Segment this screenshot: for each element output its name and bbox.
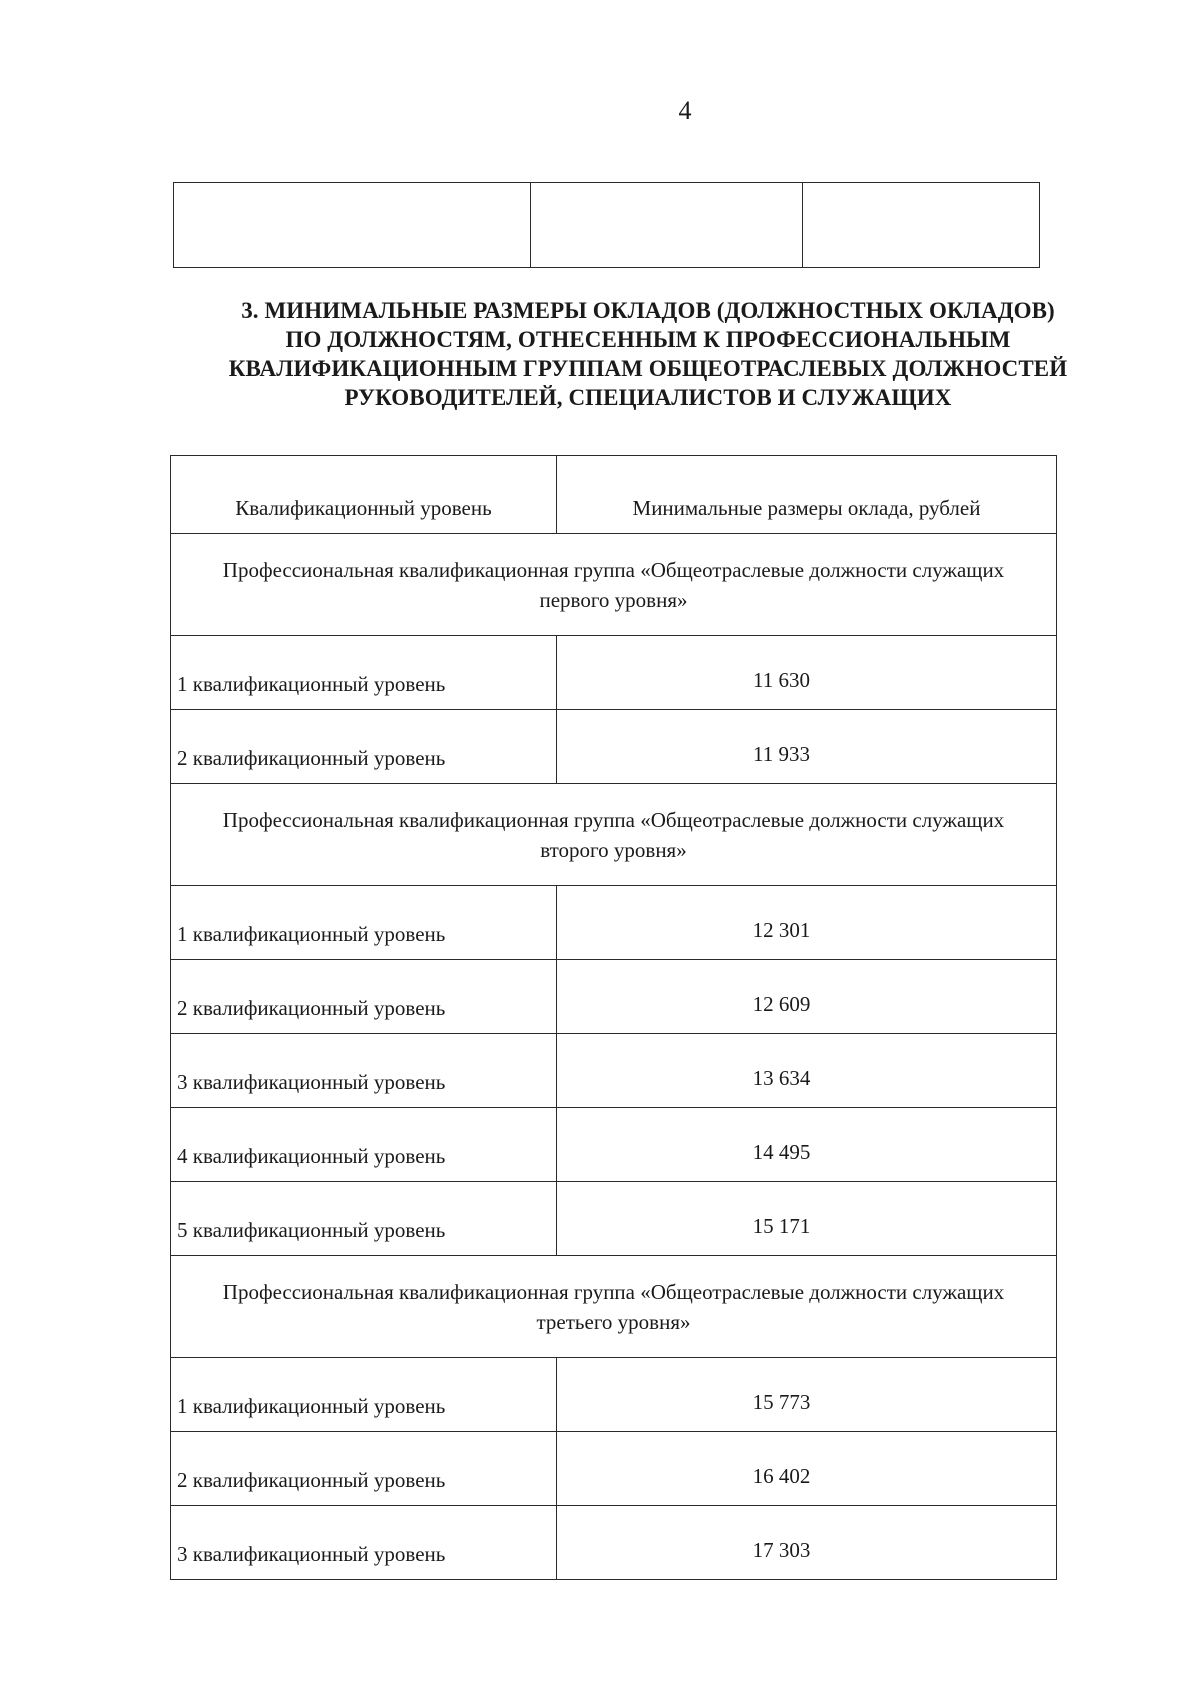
level-cell: 2 квалификационный уровень bbox=[171, 710, 557, 784]
level-cell: 3 квалификационный уровень bbox=[171, 1506, 557, 1580]
table-row bbox=[171, 960, 1057, 1034]
group-row bbox=[171, 784, 1057, 886]
section-title-line: ПО ДОЛЖНОСТЯМ, ОТНЕСЕННЫМ К ПРОФЕССИОНАЛЬНЫМ bbox=[285, 327, 1011, 352]
level-cell: 1 квалификационный уровень bbox=[171, 1358, 557, 1432]
empty-cell bbox=[174, 183, 531, 268]
group-title: Профессиональная квалификационная группа «Общеотраслевые должности служащих второго уровня» bbox=[171, 784, 1057, 886]
table-row bbox=[171, 1034, 1057, 1108]
empty-cell bbox=[803, 183, 1040, 268]
level-cell: 2 квалификационный уровень bbox=[171, 1432, 557, 1506]
table-row bbox=[171, 710, 1057, 784]
group-title: Профессиональная квалификационная группа «Общеотраслевые должности служащих первого уровня» bbox=[171, 534, 1057, 636]
level-cell: 1 квалификационный уровень bbox=[171, 886, 557, 960]
header-salary: Минимальные размеры оклада, рублей bbox=[557, 456, 1057, 534]
salary-cell: 11 933 bbox=[557, 710, 1057, 784]
level-cell: 5 квалификационный уровень bbox=[171, 1182, 557, 1256]
table-row bbox=[171, 1506, 1057, 1580]
level-cell: 4 квалификационный уровень bbox=[171, 1108, 557, 1182]
salary-cell: 13 634 bbox=[557, 1034, 1057, 1108]
salary-cell: 15 171 bbox=[557, 1182, 1057, 1256]
group-title: Профессиональная квалификационная группа «Общеотраслевые должности служащих третьего уровня» bbox=[171, 1256, 1057, 1358]
salary-cell: 12 301 bbox=[557, 886, 1057, 960]
salary-cell: 14 495 bbox=[557, 1108, 1057, 1182]
section-title-line: 3. МИНИМАЛЬНЫЕ РАЗМЕРЫ ОКЛАДОВ (ДОЛЖНОСТНЫХ ОКЛАДОВ) bbox=[241, 298, 1055, 323]
salary-cell: 15 773 bbox=[557, 1358, 1057, 1432]
level-cell: 1 квалификационный уровень bbox=[171, 636, 557, 710]
header-level: Квалификационный уровень bbox=[171, 456, 557, 534]
table-row bbox=[171, 1108, 1057, 1182]
level-cell: 2 квалификационный уровень bbox=[171, 960, 557, 1034]
table-row bbox=[171, 1432, 1057, 1506]
table-row bbox=[171, 886, 1057, 960]
salary-cell: 11 630 bbox=[557, 636, 1057, 710]
table-row bbox=[171, 636, 1057, 710]
table-row bbox=[171, 1182, 1057, 1256]
table-header-row bbox=[171, 456, 1057, 534]
group-row bbox=[171, 534, 1057, 636]
group-row bbox=[171, 1256, 1057, 1358]
salary-cell: 16 402 bbox=[557, 1432, 1057, 1506]
salary-table bbox=[170, 455, 1057, 1580]
salary-cell: 12 609 bbox=[557, 960, 1057, 1034]
section-title-line: КВАЛИФИКАЦИОННЫМ ГРУППАМ ОБЩЕОТРАСЛЕВЫХ ДОЛЖНОСТЕЙ bbox=[228, 356, 1068, 381]
previous-table-continuation bbox=[173, 182, 1040, 268]
table-row bbox=[171, 1358, 1057, 1432]
empty-cell bbox=[531, 183, 803, 268]
section-title-line: РУКОВОДИТЕЛЕЙ, СПЕЦИАЛИСТОВ И СЛУЖАЩИХ bbox=[344, 385, 952, 410]
section-title bbox=[173, 296, 1123, 412]
page-number: 4 bbox=[678, 96, 692, 125]
level-cell: 3 квалификационный уровень bbox=[171, 1034, 557, 1108]
salary-cell: 17 303 bbox=[557, 1506, 1057, 1580]
